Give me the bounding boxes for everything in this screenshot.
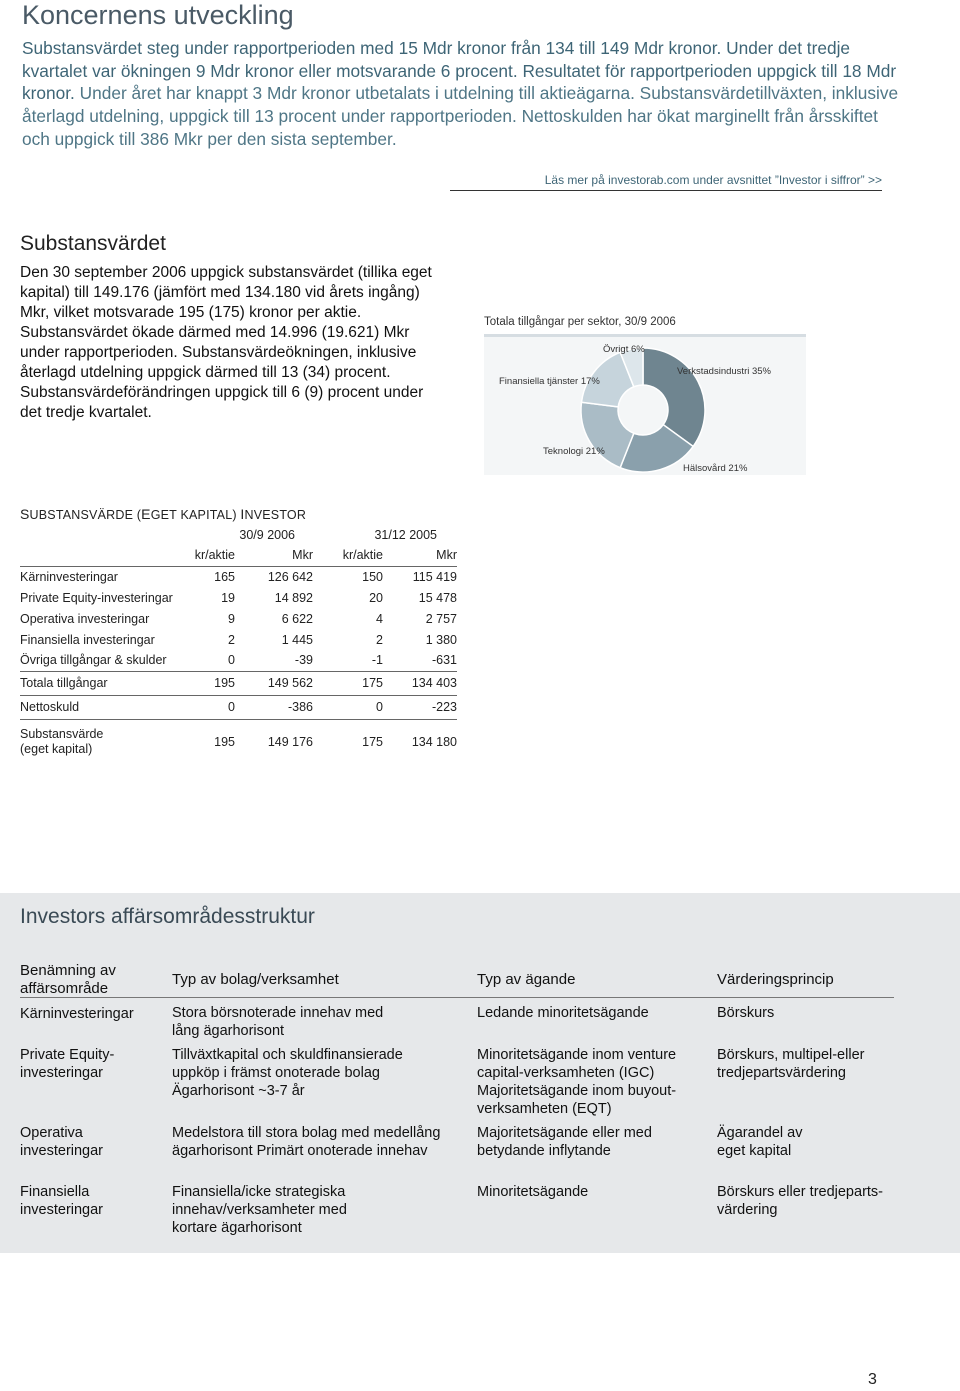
col-header: Mkr xyxy=(383,545,457,566)
structure-row-ownership: Ledande minoritetsägande xyxy=(477,1005,649,1021)
nav-table xyxy=(20,524,457,765)
structure-row-type: Tillväxtkapital och skuldfinansierade uppköp i främst onoterade bolag Ägarhorisont ~3-7 år xyxy=(172,1047,403,1099)
structure-row-valuation: Börskurs, multipel-eller tredjepartsvärdering xyxy=(717,1047,865,1081)
structure-header-ownership: Typ av ägande xyxy=(477,971,576,988)
structure-row-type: Medelstora till stora bolag med medellång ägarhorisont Primärt onoterade innehav xyxy=(172,1125,441,1159)
table-row-nav: Substansvärde (eget kapital) 195 149 176 175 134 180 xyxy=(20,727,457,757)
table-row: Övriga tillgångar & skulder 0 -39 -1 -631 xyxy=(20,650,457,671)
structure-header-name: Benämning av affärsområde xyxy=(20,962,116,997)
table-row: Kärninvesteringar 165 126 642 150 115 419 xyxy=(20,569,457,584)
structure-header-valuation: Värderingsprincip xyxy=(717,971,834,988)
structure-row-ownership: Minoritetsägande inom venture capital-verksamheten (IGC) Majoritetsägande inom buyout-verksamheten (EQT) xyxy=(477,1047,677,1117)
date-header-1: 30/9 2006 xyxy=(239,527,295,542)
page-number: 3 xyxy=(868,1371,877,1388)
table-row: Operativa investeringar 9 6 622 4 2 757 xyxy=(20,611,457,626)
slice-label-halsovard: Hälsovård 21% xyxy=(683,463,748,474)
col-header: kr/aktie xyxy=(182,545,235,566)
structure-row-name: Finansiella investeringar xyxy=(20,1184,104,1218)
structure-header-rule xyxy=(20,997,894,998)
read-more-link[interactable]: Läs mer på investorab.com under avsnittet ”Investor i siffror” >> xyxy=(544,173,882,187)
table-row-debt: Nettoskuld 0 -386 0 -223 xyxy=(20,695,457,719)
table-row: Finansiella investeringar 2 1 445 2 1 380 xyxy=(20,632,457,647)
table-row-total: Totala tillgångar 195 149 562 175 134 403 xyxy=(20,671,457,695)
table-row: Private Equity-investeringar 19 14 892 20 15 478 xyxy=(20,590,457,605)
structure-row-valuation: Börskurs xyxy=(717,1005,775,1021)
structure-header-type: Typ av bolag/verksamhet xyxy=(172,971,339,988)
slice-label-ovrigt: Övrigt 6% xyxy=(603,344,645,355)
structure-row-valuation: Börskurs eller tredjeparts-värdering xyxy=(717,1184,883,1218)
structure-row-ownership: Minoritetsägande xyxy=(477,1184,589,1200)
structure-row-name: Private Equity-investeringar xyxy=(20,1047,115,1081)
page-title: Koncernens utveckling xyxy=(22,0,294,30)
intro-text-dark: Substansvärdet steg under rapportperioden med 15 Mdr kronor från 134 till 149 Mdr kronor. Under det tredje kvartalet var ökningen 9 Mdr kronor eller motsvarande 6 procent. Resultatet för rapportperioden uppgick till 18 Mdr kronor. xyxy=(22,38,897,104)
nav-paragraph: Den 30 september 2006 uppgick substansvärdet (tillika eget kapital) till 149.176 (jämfört med 134.180 vid årets ingång) Mkr, vilket motsvarade 195 (175) kronor per aktie. Substansvärdet ökade därmed med 14.996 (19.621) Mkr under rapportperioden. Substansvärdeökningen, inklusive återlagd utdelning uppgick därmed till 13 (34) procent. Substansvärdeförändringen uppgick till 6 (9) procent under det tredje kvartalet. xyxy=(20,264,432,421)
date-header-2: 31/12 2005 xyxy=(374,527,437,542)
section-heading-nav: Substansvärdet xyxy=(20,232,166,255)
structure-row-type: Finansiella/icke strategiska innehav/verksamheter med kortare ägarhorisont xyxy=(172,1184,347,1236)
slice-label-verkstad: Verkstadsindustri 35% xyxy=(677,366,771,377)
col-header: Mkr xyxy=(235,545,313,566)
divider xyxy=(450,190,882,191)
intro-text-light: Under året har knappt 3 Mdr kronor utbetalats i utdelning till aktieägarna. Substansvärdetillväxten, inklusive återlagd utdelning, uppgick till 13 procent under rapportperioden. Nettoskulden har ökat marginellt från årsskiftet och uppgick till 386 Mkr per den sista september. xyxy=(22,83,899,149)
col-header: kr/aktie xyxy=(313,545,383,566)
structure-row-valuation: Ägarandel av eget kapital xyxy=(717,1125,803,1159)
structure-heading: Investors affärsområdesstruktur xyxy=(20,905,315,928)
structure-row-name: Operativa investeringar xyxy=(20,1125,104,1159)
intro-paragraph xyxy=(22,37,902,151)
pie-chart xyxy=(484,309,806,475)
slice-label-finansiella: Finansiella tjänster 17% xyxy=(499,376,600,387)
structure-row-ownership: Majoritetsägande eller med betydande inflytande xyxy=(477,1125,652,1159)
structure-row-name: Kärninvesteringar xyxy=(20,1006,134,1022)
structure-row-type: Stora börsnoterade innehav med lång ägarhorisont xyxy=(172,1005,384,1039)
chart-title: Totala tillgångar per sektor, 30/9 2006 xyxy=(484,316,676,328)
table-title: SUBSTANSVÄRDE (EGET KAPITAL) INVESTOR xyxy=(20,506,307,522)
slice-label-teknologi: Teknologi 21% xyxy=(543,446,605,457)
